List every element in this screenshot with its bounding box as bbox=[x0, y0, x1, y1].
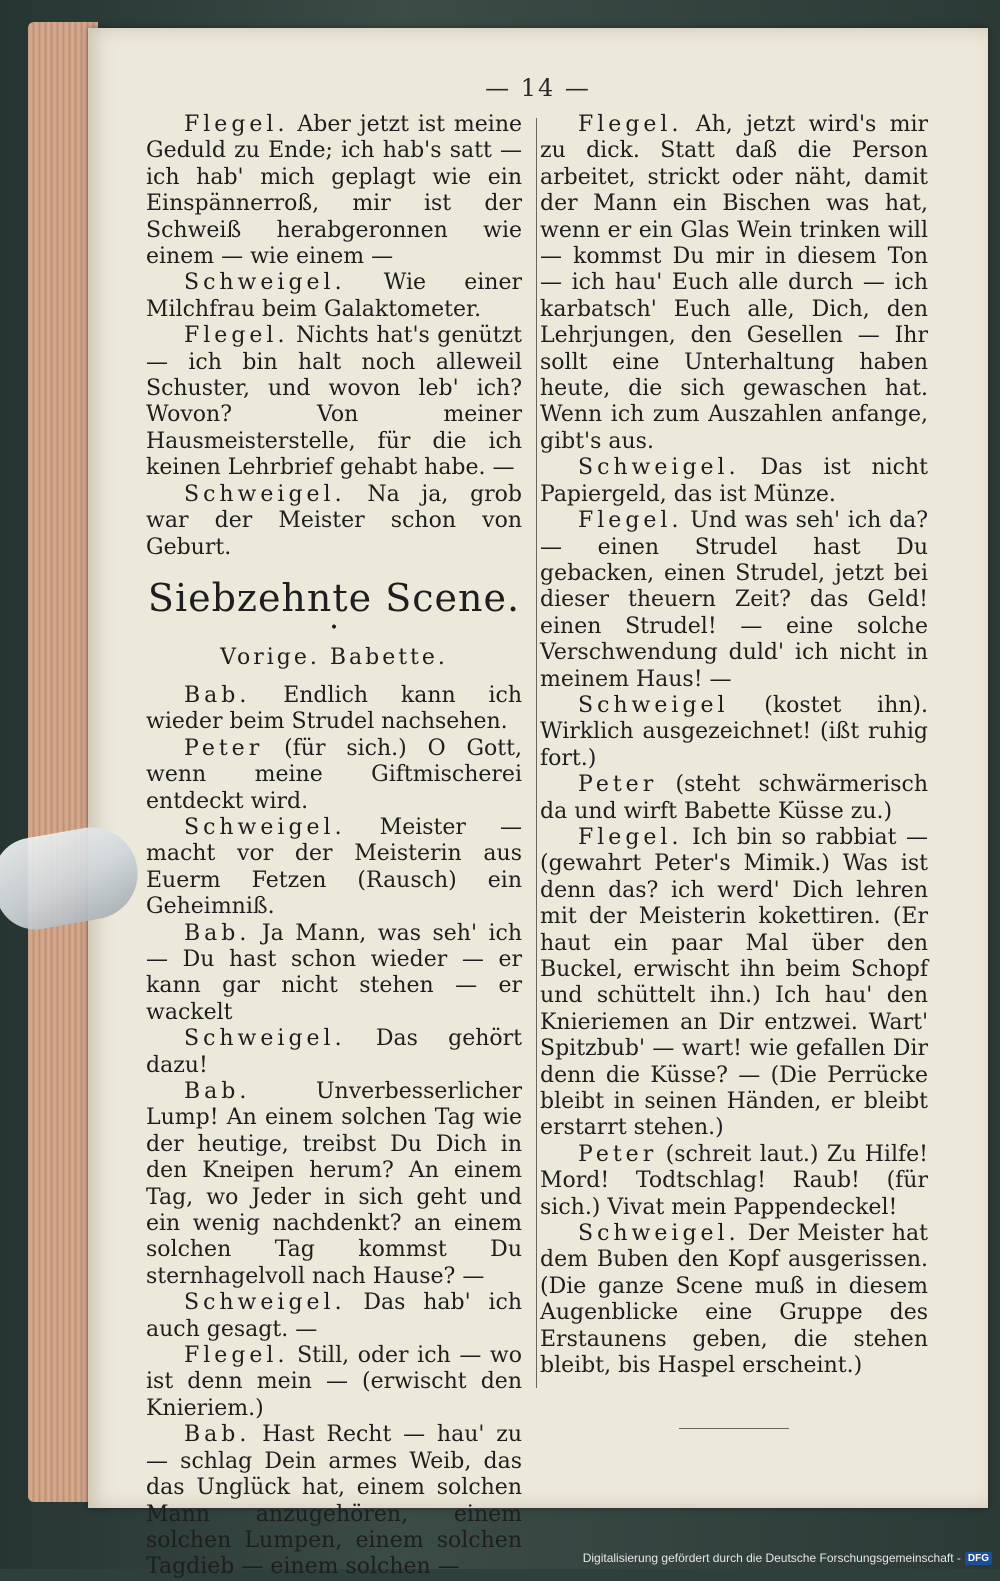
dialogue-text: Ah, jetzt wird's mir zu dick. Statt daß die Person arbeitet, strickt oder näht, damit der Mann ein Bischen was hat, wenn er ein Glas Wein trinken will — kommst Du mir in diesem Ton — ich hau' Euch alle durch — ich karbatsch' Euch alle, Dich, den Lehrjungen, den Gesellen — Ihr sollt eine Unterhaltung haben heute, die sich gewaschen hat. Wenn ich zum Auszahlen anfange, gibt's aus. bbox=[540, 112, 928, 454]
scene-heading: Siebzehnte Scene. bbox=[147, 575, 521, 620]
dialogue-text: Meister — macht vor der Meisterin aus Euerm Fetzen (Rausch) ein Geheimniß. bbox=[146, 814, 522, 920]
speaker-name: Schweigel. bbox=[184, 1290, 346, 1316]
dialogue-text: Na ja, grob war der Meister schon von Geburt. bbox=[146, 481, 522, 560]
dialogue-line bbox=[540, 693, 928, 772]
dialogue-line bbox=[146, 815, 522, 921]
speaker-name: Bab. bbox=[184, 1422, 251, 1448]
dialogue-text: Still, oder ich — wo ist denn mein — (erwischt den Knieriem.) bbox=[146, 1343, 523, 1421]
dialogue-line bbox=[146, 270, 522, 323]
scene-ornament: • bbox=[329, 619, 339, 636]
dialogue-text: Das gehört dazu! bbox=[146, 1026, 522, 1078]
page-number: — 14 — bbox=[485, 74, 591, 102]
dialogue-text: Ich bin so rabbiat — (gewahrt Peter's Mimik.) Was ist denn das? ich werd' Dich lehren mit der Meisterin kokettiren. (Er haut ein paar Mal über den Buckel, erwischt ihn beim Schopf und schüttelt ihn.) Ich hau' den Knieriemen an Dir entzwei. Wart' Spitzbub' — wart! wie gefallen Dir denn die Küsse? — (Die Perrücke bleibt in seinen Händen, er bleibt erstarrt stehen.) bbox=[540, 824, 928, 1141]
dialogue-line bbox=[540, 1142, 928, 1221]
dialogue-text: Das hab' ich auch gesagt. — bbox=[146, 1290, 522, 1342]
dialogue-line bbox=[146, 482, 522, 561]
speaker-name: Flegel. bbox=[578, 508, 683, 534]
dialogue-text: (kostet ihn). Wirklich ausgezeichnet! (ißt ruhig fort.) bbox=[540, 692, 928, 771]
dialogue-line bbox=[146, 1343, 522, 1422]
dialogue-line bbox=[540, 772, 928, 825]
speaker-name: Flegel. bbox=[578, 112, 683, 137]
dfg-logo-icon: DFG bbox=[965, 1552, 992, 1565]
dialogue-line bbox=[146, 323, 522, 481]
dialogue-line bbox=[540, 825, 928, 1142]
dialogue-text: Der Meister hat dem Buben den Kopf ausgerissen. (Die ganze Scene muß in diesem Augenblicke eine Gruppe des Erstaunens geben, die stehen bleibt, bis Haspel erscheint.) bbox=[540, 1221, 928, 1379]
speaker-name: Flegel. bbox=[184, 112, 289, 137]
digitization-footer bbox=[583, 1551, 992, 1565]
speaker-name: Peter bbox=[184, 735, 264, 761]
dialogue-line bbox=[540, 112, 928, 455]
speaker-name: Bab. bbox=[184, 682, 251, 708]
dialogue-text: Ja Mann, was seh' ich — Du hast schon wieder — er kann gar nicht stehen — er wackelt bbox=[146, 920, 523, 1025]
speaker-name: Schweigel. bbox=[184, 1026, 346, 1052]
dialogue-text: Aber jetzt ist meine Geduld zu Ende; ich hab's satt — ich hab' mich geplagt wie ein Einspännerroß, mir ist der Schweiß herabgeronnen wie einem — wie einem — bbox=[146, 112, 523, 270]
speaker-name: Bab. bbox=[184, 920, 251, 946]
dialogue-line bbox=[146, 1079, 522, 1290]
speaker-name: Flegel. bbox=[184, 323, 289, 349]
speaker-name: Flegel. bbox=[578, 824, 683, 850]
dialogue-line bbox=[146, 736, 522, 815]
dialogue-line bbox=[146, 921, 522, 1027]
speaker-name: Bab. bbox=[184, 1079, 251, 1104]
speaker-name: Schweigel. bbox=[184, 270, 346, 296]
speaker-name: Peter bbox=[578, 772, 658, 798]
column-divider bbox=[536, 118, 537, 1388]
dialogue-line bbox=[146, 1026, 522, 1079]
dialogue-text: (schreit laut.) Zu Hilfe! Mord! Todtschlag! Raub! (für sich.) Vivat mein Pappendeckel! bbox=[540, 1141, 928, 1220]
left-column bbox=[146, 112, 522, 1581]
dialogue-text: Unverbesserlicher Lump! An einem solchen Tag wie der heutige, treibst Du Dich in den Kneipen herum? An einem Tag, wo Jeder in sich geht und ein wenig nachdenkt? an einem solchen Tag kommst Du sternhagelvoll nach Hause? — bbox=[146, 1079, 522, 1289]
scene-cast: Vorige. Babette. bbox=[220, 644, 448, 670]
dialogue-line bbox=[146, 1290, 522, 1343]
speaker-name: Schweigel. bbox=[578, 1221, 740, 1247]
speaker-name: Schweigel. bbox=[184, 481, 346, 507]
speaker-name: Schweigel. bbox=[578, 455, 740, 481]
dialogue-text: Wie einer Milchfrau beim Galaktometer. bbox=[146, 270, 522, 322]
dialogue-text: Das ist nicht Papiergeld, das ist Münze. bbox=[540, 455, 928, 507]
speaker-name: Schweigel. bbox=[184, 814, 346, 840]
dialogue-text: Endlich kann ich wieder beim Strudel nachsehen. bbox=[146, 682, 523, 735]
dialogue-line bbox=[146, 112, 522, 270]
speaker-name: Flegel. bbox=[184, 1343, 289, 1369]
end-rule bbox=[679, 1428, 789, 1429]
dialogue-line bbox=[540, 1221, 928, 1379]
dialogue-line bbox=[540, 508, 928, 693]
right-column bbox=[540, 112, 928, 1429]
speaker-name: Schweigel bbox=[578, 692, 729, 718]
dialogue-text: Nichts hat's genützt — ich bin halt noch alleweil Schuster, und wovon leb' ich? Wovon? Von meiner Hausmeisterstelle, für die ich keinen Lehrbrief gehabt habe. — bbox=[146, 323, 522, 481]
dialogue-line bbox=[146, 1422, 522, 1580]
dialogue-line bbox=[540, 455, 928, 508]
dialogue-text: (steht schwärmerisch da und wirft Babette Küsse zu.) bbox=[540, 772, 928, 824]
dialogue-text: Hast Recht — hau' zu — schlag Dein armes Weib, das das Unglück hat, einem solchen Mann anzugehören, einem solchen Lumpen, einem solchen Tagdieb — einem solchen — bbox=[146, 1422, 522, 1580]
footer-credit: Digitalisierung gefördert durch die Deutsche Forschungsgemeinschaft - bbox=[582, 1551, 961, 1565]
dialogue-line bbox=[146, 683, 522, 736]
speaker-name: Peter bbox=[578, 1141, 658, 1167]
dialogue-text: (für sich.) O Gott, wenn meine Giftmischerei entdeckt wird. bbox=[146, 735, 522, 814]
dialogue-text: Und was seh' ich da? — einen Strudel hast Du gebacken, einen Strudel, jetzt bei dieser theuern Zeit? das Geld! einen Strudel! — eine solche Verschwendung duld' ich nicht in meinem Haus! — bbox=[540, 508, 928, 692]
